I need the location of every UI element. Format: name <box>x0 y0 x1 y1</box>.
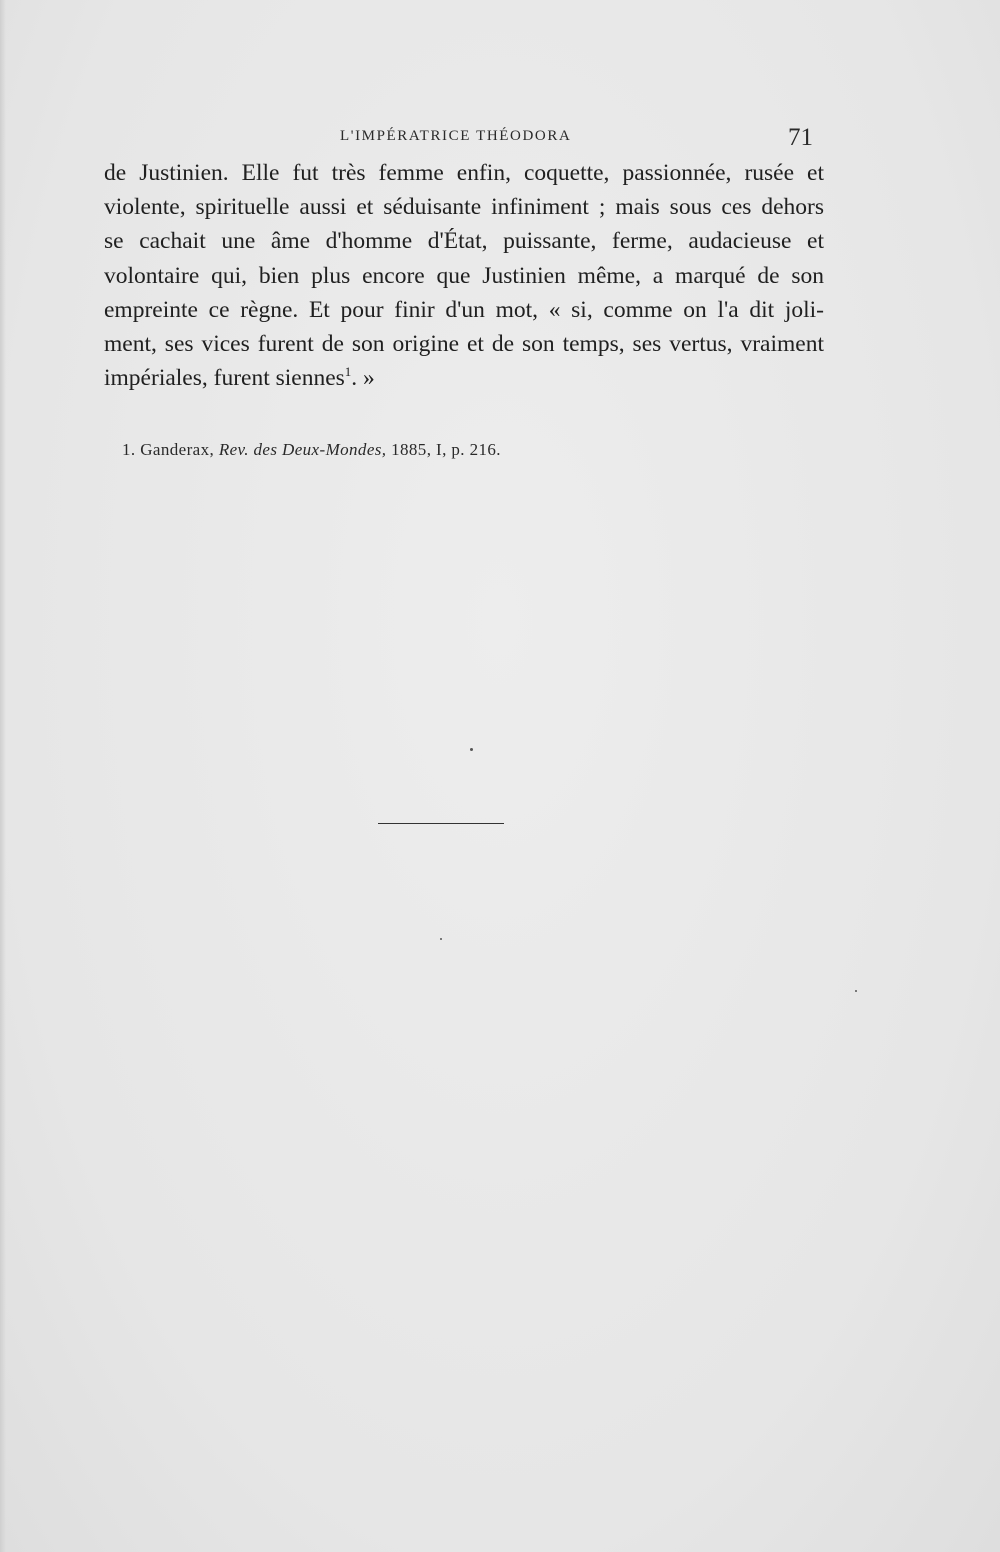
page-number: 71 <box>788 124 813 151</box>
body-line: empreinte ce règne. Et pour finir d'un mot, « si, comme on l'a dit joli- <box>104 296 824 323</box>
body-line-last-text: impériales, furent siennes <box>104 365 345 392</box>
body-line: violente, spirituelle aussi et séduisante infiniment ; mais sous ces dehors <box>104 194 824 221</box>
footnote-journal: Rev. des Deux-Mondes, <box>218 440 387 459</box>
footnote-reference[interactable]: 1 <box>344 364 352 380</box>
paper-speck <box>440 938 442 940</box>
body-line-last <box>104 361 824 395</box>
footnote <box>122 440 501 460</box>
body-line: volontaire qui, bien plus encore que Justinien même, a marqué de son <box>104 262 824 289</box>
running-head-title: L'IMPÉRATRICE THÉODORA <box>340 128 572 144</box>
running-head <box>0 124 1000 154</box>
body-line: de Justinien. Elle fut très femme enfin, coquette, passionnée, rusée et <box>104 160 824 186</box>
footnote-author: Ganderax, <box>140 440 215 459</box>
body-paragraph <box>104 156 824 395</box>
paper-speck <box>855 990 857 992</box>
section-end-rule <box>378 823 504 824</box>
footnote-number: 1. <box>122 440 136 459</box>
body-line-last-end: . » <box>351 365 375 392</box>
body-line: ment, ses vices furent de son origine et de son temps, ses vertus, vraiment <box>104 331 824 358</box>
paper-speck <box>470 748 473 751</box>
body-line: se cachait une âme d'homme d'État, puissante, ferme, audacieuse et <box>104 228 824 255</box>
footnote-details: 1885, I, p. 216. <box>391 440 501 459</box>
page-edge-shadow <box>0 0 6 1552</box>
